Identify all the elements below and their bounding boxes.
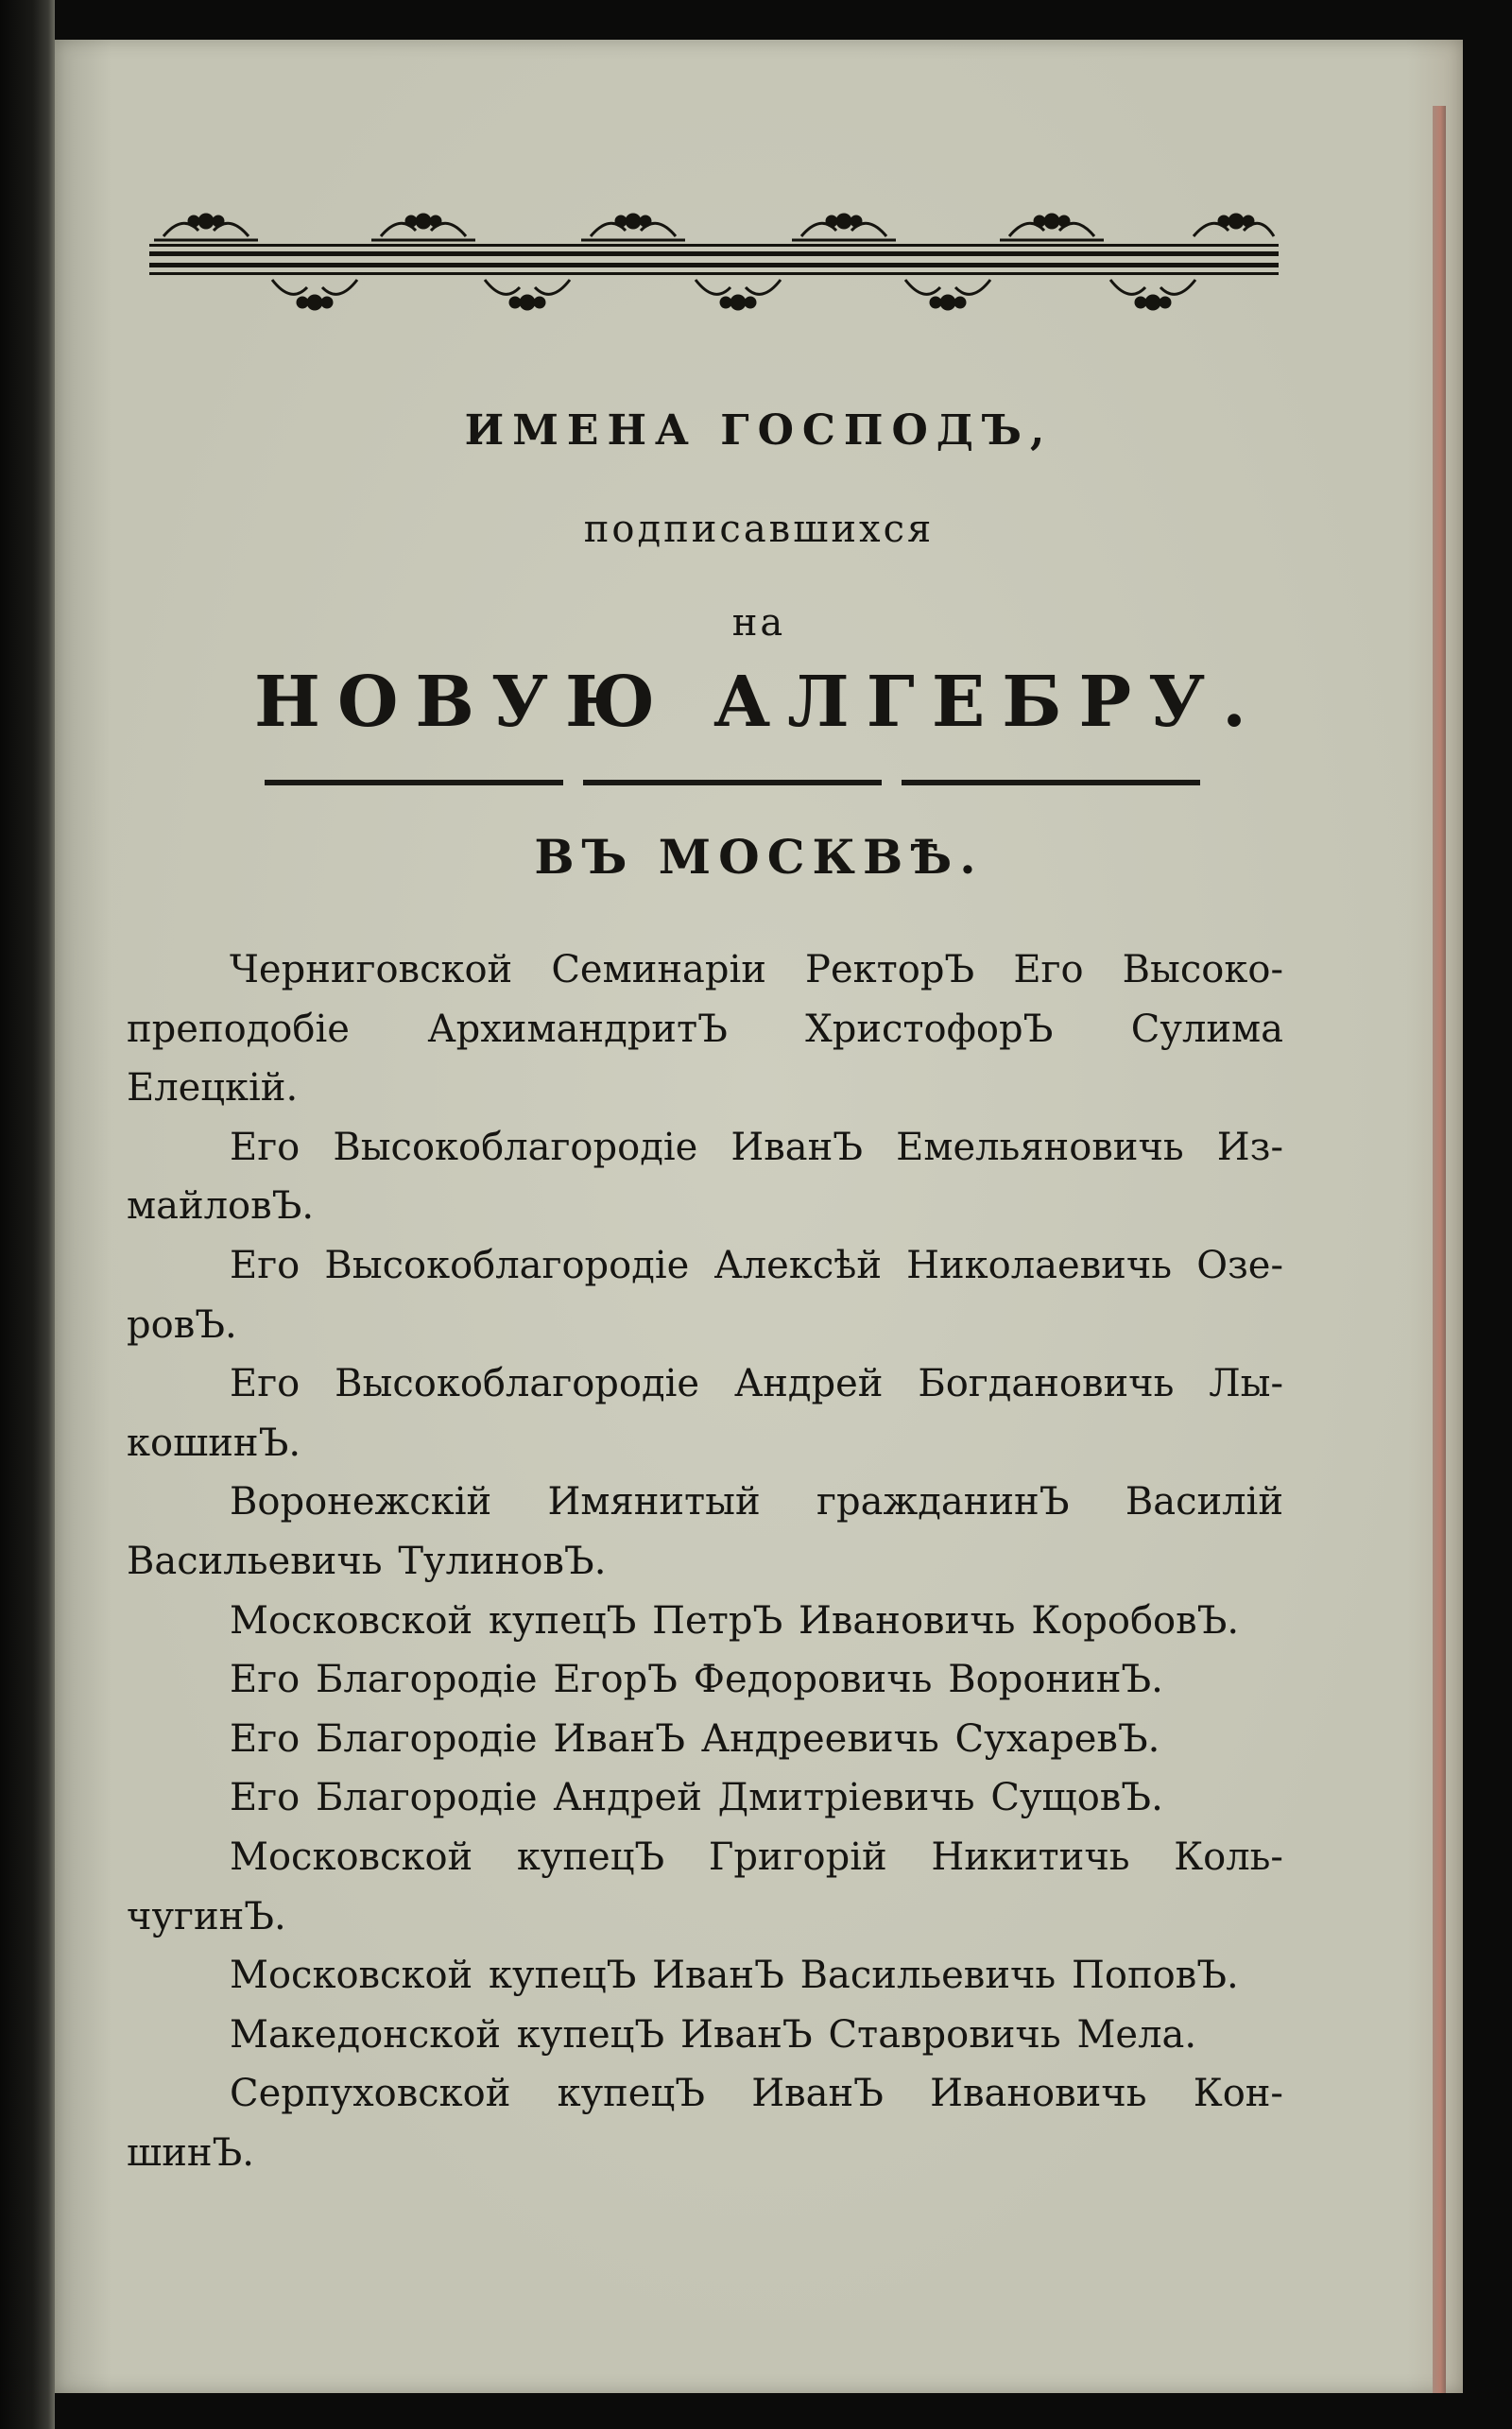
word: шинЪ. xyxy=(127,2131,254,2175)
subscriber-line xyxy=(230,947,1283,992)
word: Благородіе xyxy=(316,1716,538,1761)
word: Серпуховской xyxy=(230,2072,511,2116)
word: Богдановичь xyxy=(918,1362,1175,1406)
word: купецЪ xyxy=(557,2072,705,2116)
title-preposition: на xyxy=(731,601,786,645)
word: ИванЪ xyxy=(730,1125,864,1169)
subscriber-line xyxy=(230,1125,1283,1170)
word: Черниговской xyxy=(230,948,513,991)
word: Ивановичь xyxy=(799,1598,1016,1643)
subscriber-line xyxy=(230,1243,1283,1288)
word: ИванЪ xyxy=(652,1954,784,1998)
subscriber-line xyxy=(127,1894,286,1939)
word: Озе- xyxy=(1196,1244,1283,1287)
word: кошинЪ. xyxy=(127,1421,301,1465)
headpiece-ornament xyxy=(149,193,1279,325)
section-heading-moscow: ВЪ МОСКВѢ. xyxy=(534,829,984,885)
word: Елецкій. xyxy=(127,1066,299,1111)
word: купецЪ xyxy=(488,1598,637,1643)
word: ПетрЪ xyxy=(652,1598,783,1643)
word: ИванЪ xyxy=(751,2072,884,2116)
word: Сулима xyxy=(1130,1007,1283,1051)
word: Московской xyxy=(230,1954,473,1998)
word: Лы- xyxy=(1209,1362,1283,1406)
subscriber-line xyxy=(230,2071,1283,2116)
word: Македонской xyxy=(230,2012,501,2057)
word: ПоповЪ. xyxy=(1072,1954,1239,1998)
word: Из- xyxy=(1216,1125,1283,1169)
word: Его xyxy=(230,1776,301,1820)
word: Емельяновичь xyxy=(896,1125,1184,1169)
word: Андрей xyxy=(553,1776,702,1820)
subscriber-line xyxy=(127,1539,606,1584)
word: Высокоблагородіе xyxy=(335,1362,700,1406)
title-rule xyxy=(265,780,1200,785)
subscriber-line xyxy=(127,1302,237,1348)
word: Московской xyxy=(230,1598,473,1643)
word: майловЪ. xyxy=(127,1184,315,1229)
word: Андрей xyxy=(733,1362,884,1406)
word: ХристофорЪ xyxy=(805,1007,1054,1051)
word: купецЪ xyxy=(488,1954,637,1998)
title-subscribed: подписавшихся xyxy=(583,508,935,551)
word: Алексѣй xyxy=(713,1244,882,1287)
word: Дмитріевичь xyxy=(717,1776,975,1820)
rule-segment xyxy=(902,780,1200,785)
word: ЕгорЪ xyxy=(553,1658,678,1702)
word: Федоровичь xyxy=(693,1658,933,1702)
word: Благородіе xyxy=(316,1776,538,1820)
rule-segment xyxy=(265,780,563,785)
title-names-of-gentlemen: ИМЕНА ГОСПОДЪ, xyxy=(464,406,1054,455)
subscriber-line xyxy=(230,1598,1239,1644)
word: Семинаріи xyxy=(551,948,766,991)
word: Высокоблагородіе xyxy=(333,1125,698,1169)
word: Коль- xyxy=(1174,1835,1283,1879)
subscriber-line xyxy=(127,1007,1283,1052)
word: гражданинЪ xyxy=(816,1480,1070,1525)
word: Его xyxy=(230,1362,301,1406)
word: ИванЪ xyxy=(679,2012,813,2057)
word: ИванЪ xyxy=(553,1716,686,1761)
word: Никитичь xyxy=(931,1835,1130,1879)
word: Григорій xyxy=(708,1835,887,1879)
word: СущовЪ. xyxy=(990,1776,1163,1820)
word: Высоко- xyxy=(1122,948,1283,991)
word: Василій xyxy=(1125,1480,1283,1525)
word: Кон- xyxy=(1193,2072,1283,2116)
word: Ставровичь xyxy=(828,2012,1061,2057)
word: Благородіе xyxy=(316,1658,538,1702)
word: купецЪ xyxy=(516,2012,665,2057)
word: Николаевичь xyxy=(906,1244,1173,1287)
word: Его xyxy=(230,1244,301,1287)
word: Его xyxy=(1013,948,1084,991)
word: Ивановичь xyxy=(930,2072,1147,2116)
word: Васильевичь xyxy=(799,1954,1057,1998)
word: Имянитый xyxy=(547,1480,761,1525)
subscriber-line xyxy=(127,1421,301,1466)
subscriber-line xyxy=(230,1775,1163,1820)
word: преподобіе xyxy=(127,1007,350,1051)
word: ровЪ. xyxy=(127,1302,237,1347)
word: купецЪ xyxy=(516,1835,665,1879)
subscriber-line xyxy=(230,1361,1283,1406)
word: Васильевичь xyxy=(127,1540,383,1583)
subscriber-line xyxy=(230,2012,1196,2058)
word: ТулиновЪ. xyxy=(398,1540,607,1583)
word: Московской xyxy=(230,1835,473,1879)
word: Его xyxy=(230,1658,301,1702)
left-page-edge xyxy=(0,0,55,2429)
title-new-algebra: НОВУЮ АЛГЕБРУ. xyxy=(254,662,1263,743)
subscriber-line xyxy=(230,1835,1283,1880)
subscriber-line xyxy=(230,1657,1163,1702)
subscriber-line xyxy=(127,2130,254,2176)
word: Мела. xyxy=(1076,2012,1197,2057)
word: РекторЪ xyxy=(805,948,975,991)
word: КоробовЪ. xyxy=(1031,1598,1240,1643)
subscriber-line xyxy=(230,1953,1239,1998)
subscriber-line xyxy=(127,1065,298,1111)
subscriber-line xyxy=(230,1716,1160,1762)
word: АрхимандритЪ xyxy=(427,1007,728,1051)
word: Высокоблагородіе xyxy=(324,1244,690,1287)
word: чугинЪ. xyxy=(127,1894,286,1938)
word: СухаревЪ. xyxy=(954,1716,1160,1761)
rule-segment xyxy=(583,780,882,785)
word: Его xyxy=(230,1716,301,1761)
subscriber-line xyxy=(127,1183,314,1229)
word: ВоронинЪ. xyxy=(948,1658,1163,1702)
word: Воронежскій xyxy=(230,1480,492,1525)
subscriber-line xyxy=(230,1479,1283,1525)
word: Его xyxy=(230,1125,301,1169)
book-page xyxy=(55,40,1463,2393)
word: Андреевичь xyxy=(700,1716,939,1761)
